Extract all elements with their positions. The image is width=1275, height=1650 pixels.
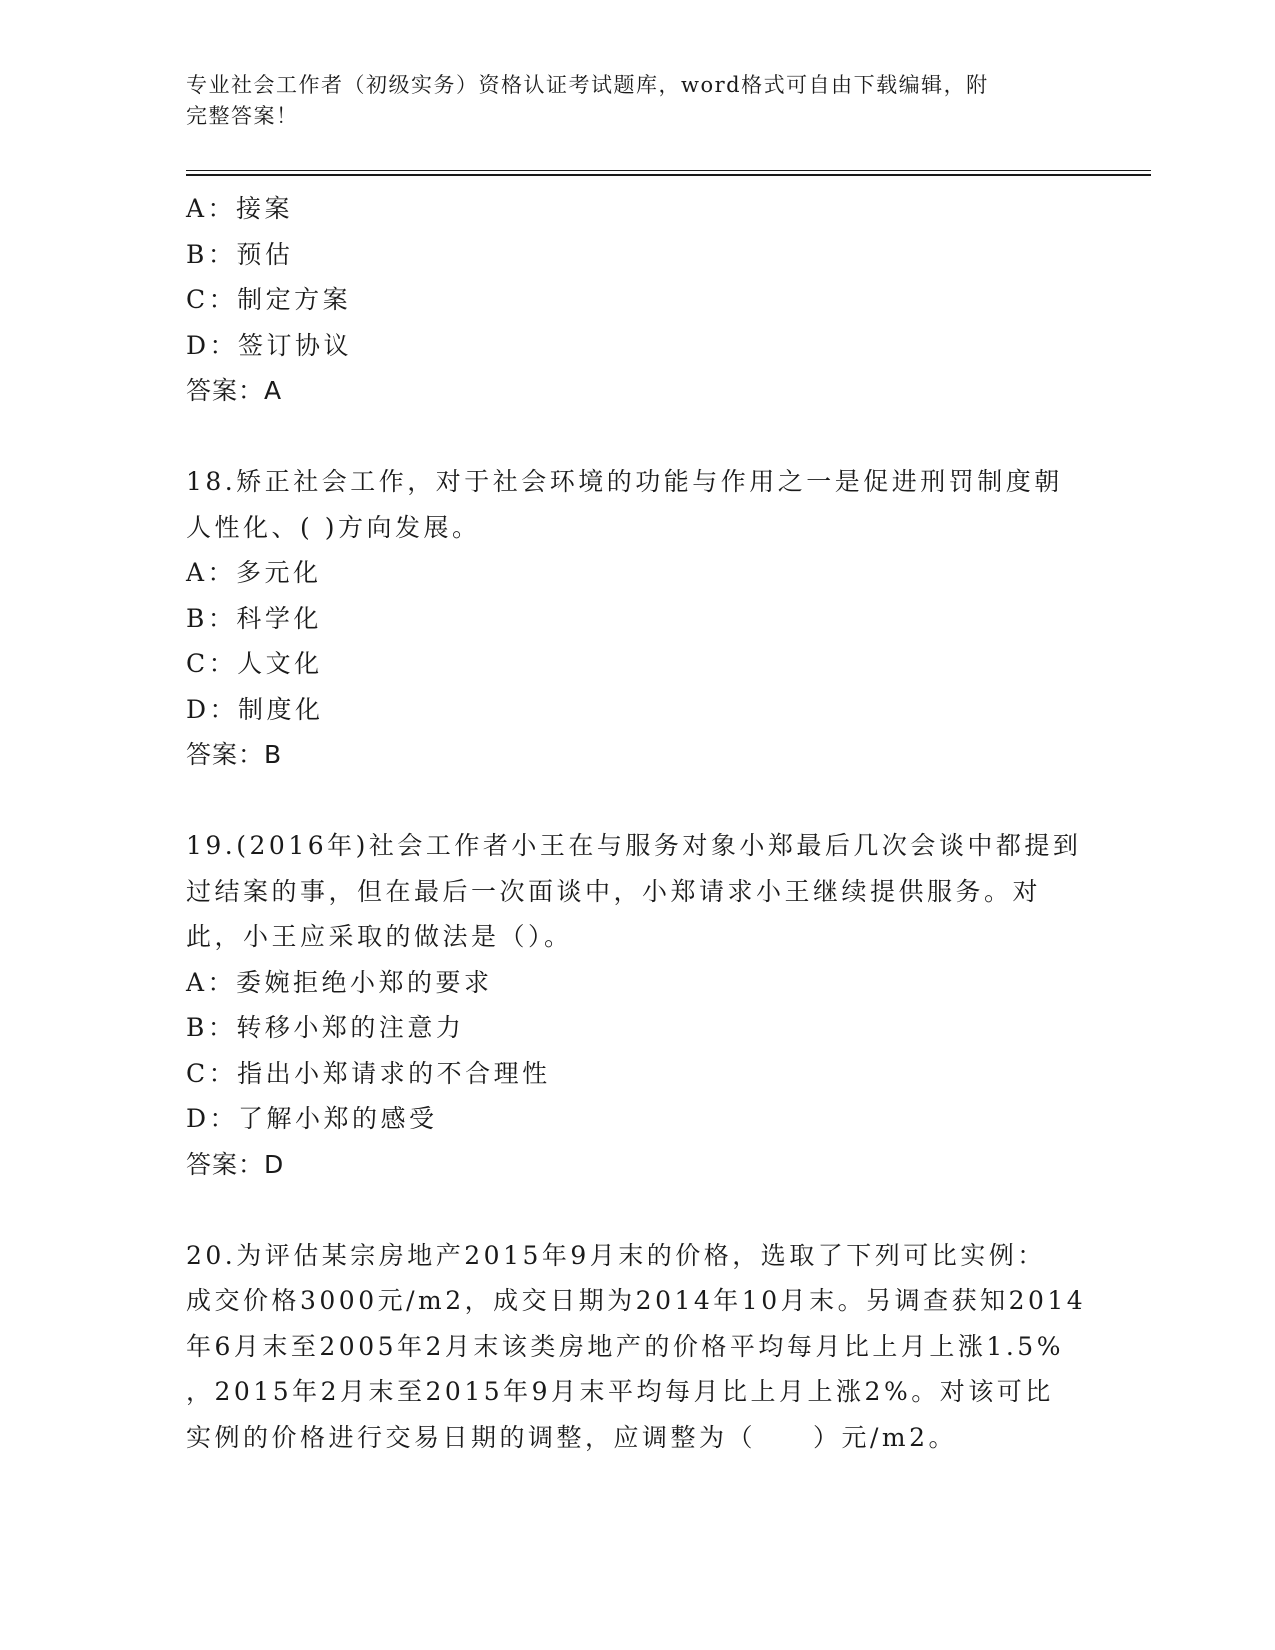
page-header [186,70,1066,132]
spacer [186,778,1086,824]
question-18-stem-line-1: 18.矫正社会工作，对于社会环境的功能与作用之一是促进刑罚制度朝 [186,467,1063,496]
option-a: A：多元化 [186,558,322,587]
answer-18: 答案：B [186,740,283,769]
question-20-stem-line-3: 年6月末至2005年2月末该类房地产的价格平均每月比上月上涨1.5% [186,1331,1064,1361]
question-19-stem-line-1: 19.(2016年)社会工作者小王在与服务对象小郑最后几次会谈中都提到 [186,831,1082,860]
header-line-2: 完整答案！ [186,104,299,128]
question-18 [186,459,1086,778]
spacer [186,414,1086,460]
question-17-options [186,186,1086,414]
spacer [186,1187,1086,1233]
option-b: B：转移小郑的注意力 [186,1013,465,1042]
question-19-stem-line-3: 此，小王应采取的做法是（）。 [186,922,573,951]
option-a: A：委婉拒绝小郑的要求 [186,967,493,997]
question-20-stem-line-4: ，2015年2月末至2015年9月末平均每月比上月上涨2%。对该可比 [186,1377,1054,1406]
question-content [186,186,1086,1460]
option-d: D：了解小郑的感受 [186,1104,438,1133]
option-b: B：科学化 [186,603,322,633]
question-18-stem-line-2: 人性化、( )方向发展。 [186,512,481,542]
option-a: A：接案 [186,194,294,223]
option-c: C：制定方案 [186,285,352,314]
question-20-stem-line-2: 成交价格3000元/m2，成交日期为2014年10月末。另调查获知2014 [186,1286,1087,1315]
question-19-stem-line-2: 过结案的事，但在最后一次面谈中，小郑请求小王继续提供服务。对 [186,876,1042,906]
header-divider-thin [186,170,1151,171]
question-20-stem-line-1: 20.为评估某宗房地产2015年9月末的价格，选取了下列可比实例： [186,1240,1046,1270]
question-19 [186,823,1086,1187]
option-c: C：指出小郑请求的不合理性 [186,1058,551,1088]
question-20-stem-line-5: 实例的价格进行交易日期的调整，应调整为（ ）元/m2。 [186,1422,958,1452]
option-b: B：预估 [186,239,294,269]
option-d: D：签订协议 [186,330,353,360]
option-d: D：制度化 [186,694,324,724]
header-line-1: 专业社会工作者（初级实务）资格认证考试题库，word格式可自由下载编辑，附 [186,73,989,97]
answer-17: 答案：A [186,376,283,405]
answer-19: 答案：D [186,1149,285,1179]
question-20 [186,1233,1086,1461]
header-divider-thick [186,174,1151,176]
option-c: C：人文化 [186,649,323,678]
